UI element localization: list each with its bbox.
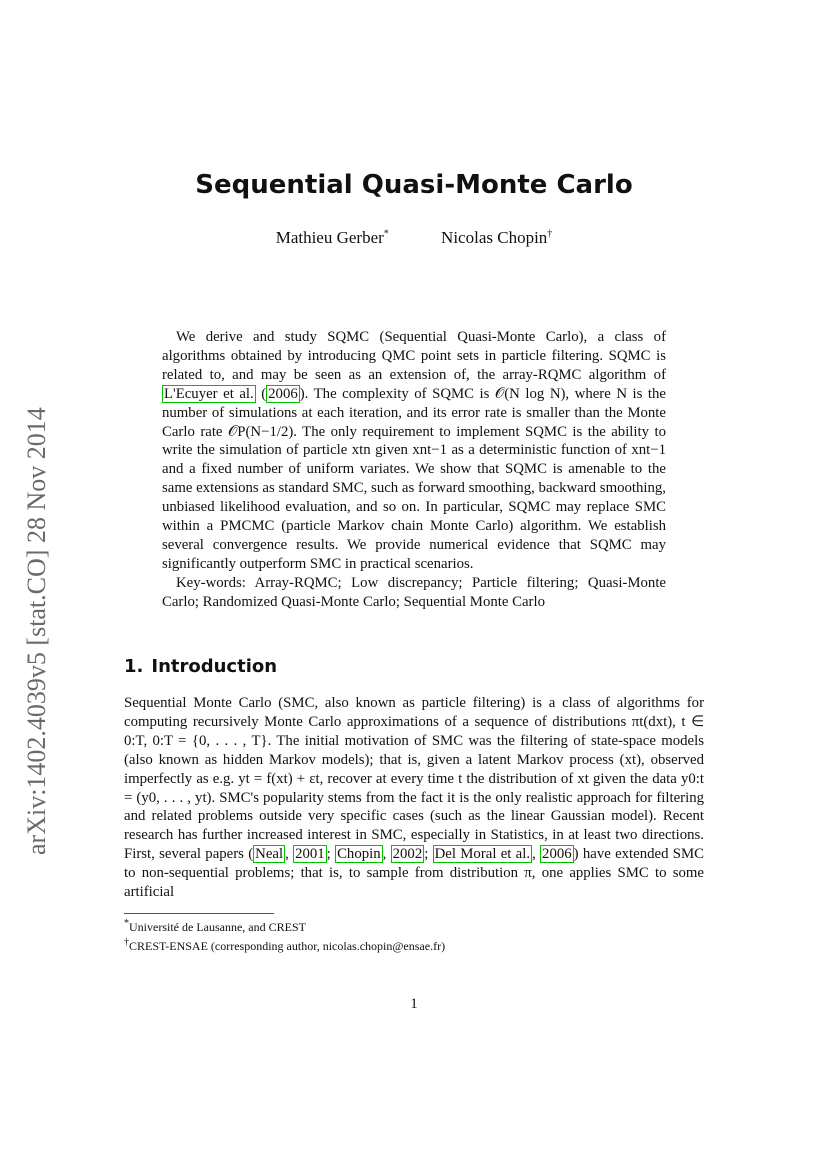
citation-year-link[interactable]: 2006	[542, 846, 572, 863]
author-footnote-mark: *	[383, 228, 389, 240]
footnote-rule	[124, 913, 274, 914]
page-number: 1	[410, 996, 418, 1012]
author-list	[0, 228, 828, 248]
citation-year-link[interactable]: 2002	[392, 846, 423, 863]
author-footnote-mark: †	[547, 228, 553, 240]
author-gerber: Mathieu Gerber*	[275, 228, 389, 247]
footnote-affiliation-2: †CREST-ENSAE (corresponding author, nicolas.chopin@ensae.fr)	[124, 937, 446, 953]
footnotes	[124, 916, 704, 954]
author-chopin: Nicolas Chopin†	[441, 228, 553, 247]
citation-link[interactable]: L'Ecuyer et al.	[164, 385, 254, 402]
citation-link[interactable]: Neal	[255, 846, 284, 863]
keywords: Key-words: Array-RQMC; Low discrepancy; Particle filtering; Quasi-Monte Carlo; Randomized Quasi-Monte Carlo; Sequential Monte Carlo	[162, 574, 666, 610]
paper-title: Sequential Quasi-Monte Carlo	[195, 170, 633, 200]
citation-year-link[interactable]: 2006	[268, 385, 298, 402]
section-heading	[124, 656, 277, 677]
section-number: 1.	[124, 656, 144, 677]
intro-paragraph: Sequential Monte Carlo (SMC, also known as particle filtering) is a class of algorithms for computing recursively Monte Carlo approximations of a sequence of distributions πt(dxt), t ∈ 0:T, 0:T = {0, . . . , T}. The initial motivation of SMC was the filtering of state-space models (also known as hidden Markov models); that is, given a latent Markov process (xt), observed imperfectly as e.g. yt = f(xt) + εt, recover at every time t the distribution of xt given the data y0:t = (y0, . . . , yt). SMC's popularity stems from the fact it is the only realistic approach for filtering and related problems outside very specific cases (such as the linear Gaussian model). Recent research has further increased interest in SMC, especially in Statistics, in at least two directions. First, several papers ( Neal , 2001 ; Chopin , 2002 ; Del Moral et al. , 2006 ) have extended SMC to non-sequential problems; that is, to sample from distribution π, one applies SMC to some artificial	[124, 695, 705, 901]
footnote-affiliation-1: *Université de Lausanne, and CREST	[124, 918, 306, 934]
abstract-body: We derive and study SQMC (Sequential Quasi-Monte Carlo), a class of algorithms obtained by introducing QMC point sets in particle filtering. SQMC is related to, and may be seen as an extension of, the array-RQMC algorithm of L'Ecuyer et al. ( 2006 ). The complexity of SQMC is 𝒪(N log N), where N is the number of simulations at each iteration, and its error rate is smaller than the Monte Carlo rate 𝒪P(N−1/2). The only requirement to implement SQMC is the ability to write the simulation of particle xtn given xnt−1 as a deterministic function of xnt−1 and a fixed number of uniform variates. We show that SQMC is amenable to the same extensions as standard SMC, such as forward smoothing, backward smoothing, unbiased likelihood evaluation, and so on. In particular, SQMC may replace SMC within a PMCMC (particle Markov chain Monte Carlo) algorithm. We establish several convergence results. We provide numerical evidence that SQMC may significantly outperform SMC in practical scenarios.	[162, 329, 666, 572]
section-title: Introduction	[151, 656, 278, 677]
abstract	[162, 328, 666, 612]
citation-year-link[interactable]: 2001	[295, 846, 325, 863]
arxiv-identifier: arXiv:1402.4039v5 [stat.CO] 28 Nov 2014	[22, 407, 51, 855]
citation-link[interactable]: Del Moral et al.	[434, 846, 531, 863]
citation-link[interactable]: Chopin	[337, 846, 381, 863]
